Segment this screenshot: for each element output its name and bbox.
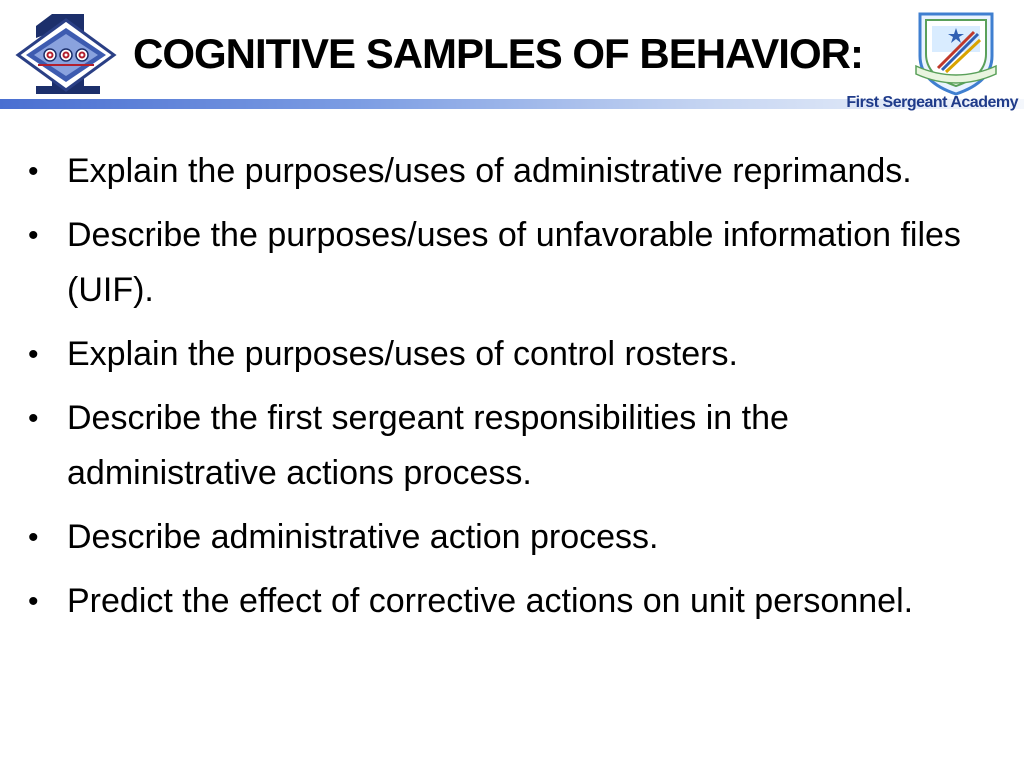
list-item — [28, 208, 988, 318]
bullet-icon: • — [28, 219, 39, 252]
list-item — [28, 510, 988, 565]
bullet-icon: • — [28, 155, 39, 188]
bullet-icon: • — [28, 402, 39, 435]
enlisted-emblem-icon — [14, 10, 120, 96]
slide-title: COGNITIVE SAMPLES OF BEHAVIOR: — [133, 30, 863, 77]
list-item-text: Describe administrative action process. — [67, 518, 659, 556]
objectives-list — [28, 144, 988, 638]
academy-name: First Sergeant Academy — [846, 94, 1018, 111]
list-item — [28, 391, 988, 501]
list-item — [28, 327, 988, 382]
list-item — [28, 574, 988, 629]
bullet-icon: • — [28, 338, 39, 371]
bullet-icon: • — [28, 521, 39, 554]
list-item-text: Explain the purposes/uses of administrative reprimands. — [67, 152, 912, 190]
list-item-text: Describe the purposes/uses of unfavorable information files (UIF). — [67, 216, 961, 309]
first-sergeant-academy-seal-icon — [908, 6, 1004, 98]
list-item-text: Predict the effect of corrective actions on unit personnel. — [67, 582, 914, 620]
list-item — [28, 144, 988, 199]
list-item-text: Describe the first sergeant responsibilities in the administrative actions process. — [67, 399, 789, 492]
list-item-text: Explain the purposes/uses of control rosters. — [67, 335, 738, 373]
bullet-icon: • — [28, 585, 39, 618]
